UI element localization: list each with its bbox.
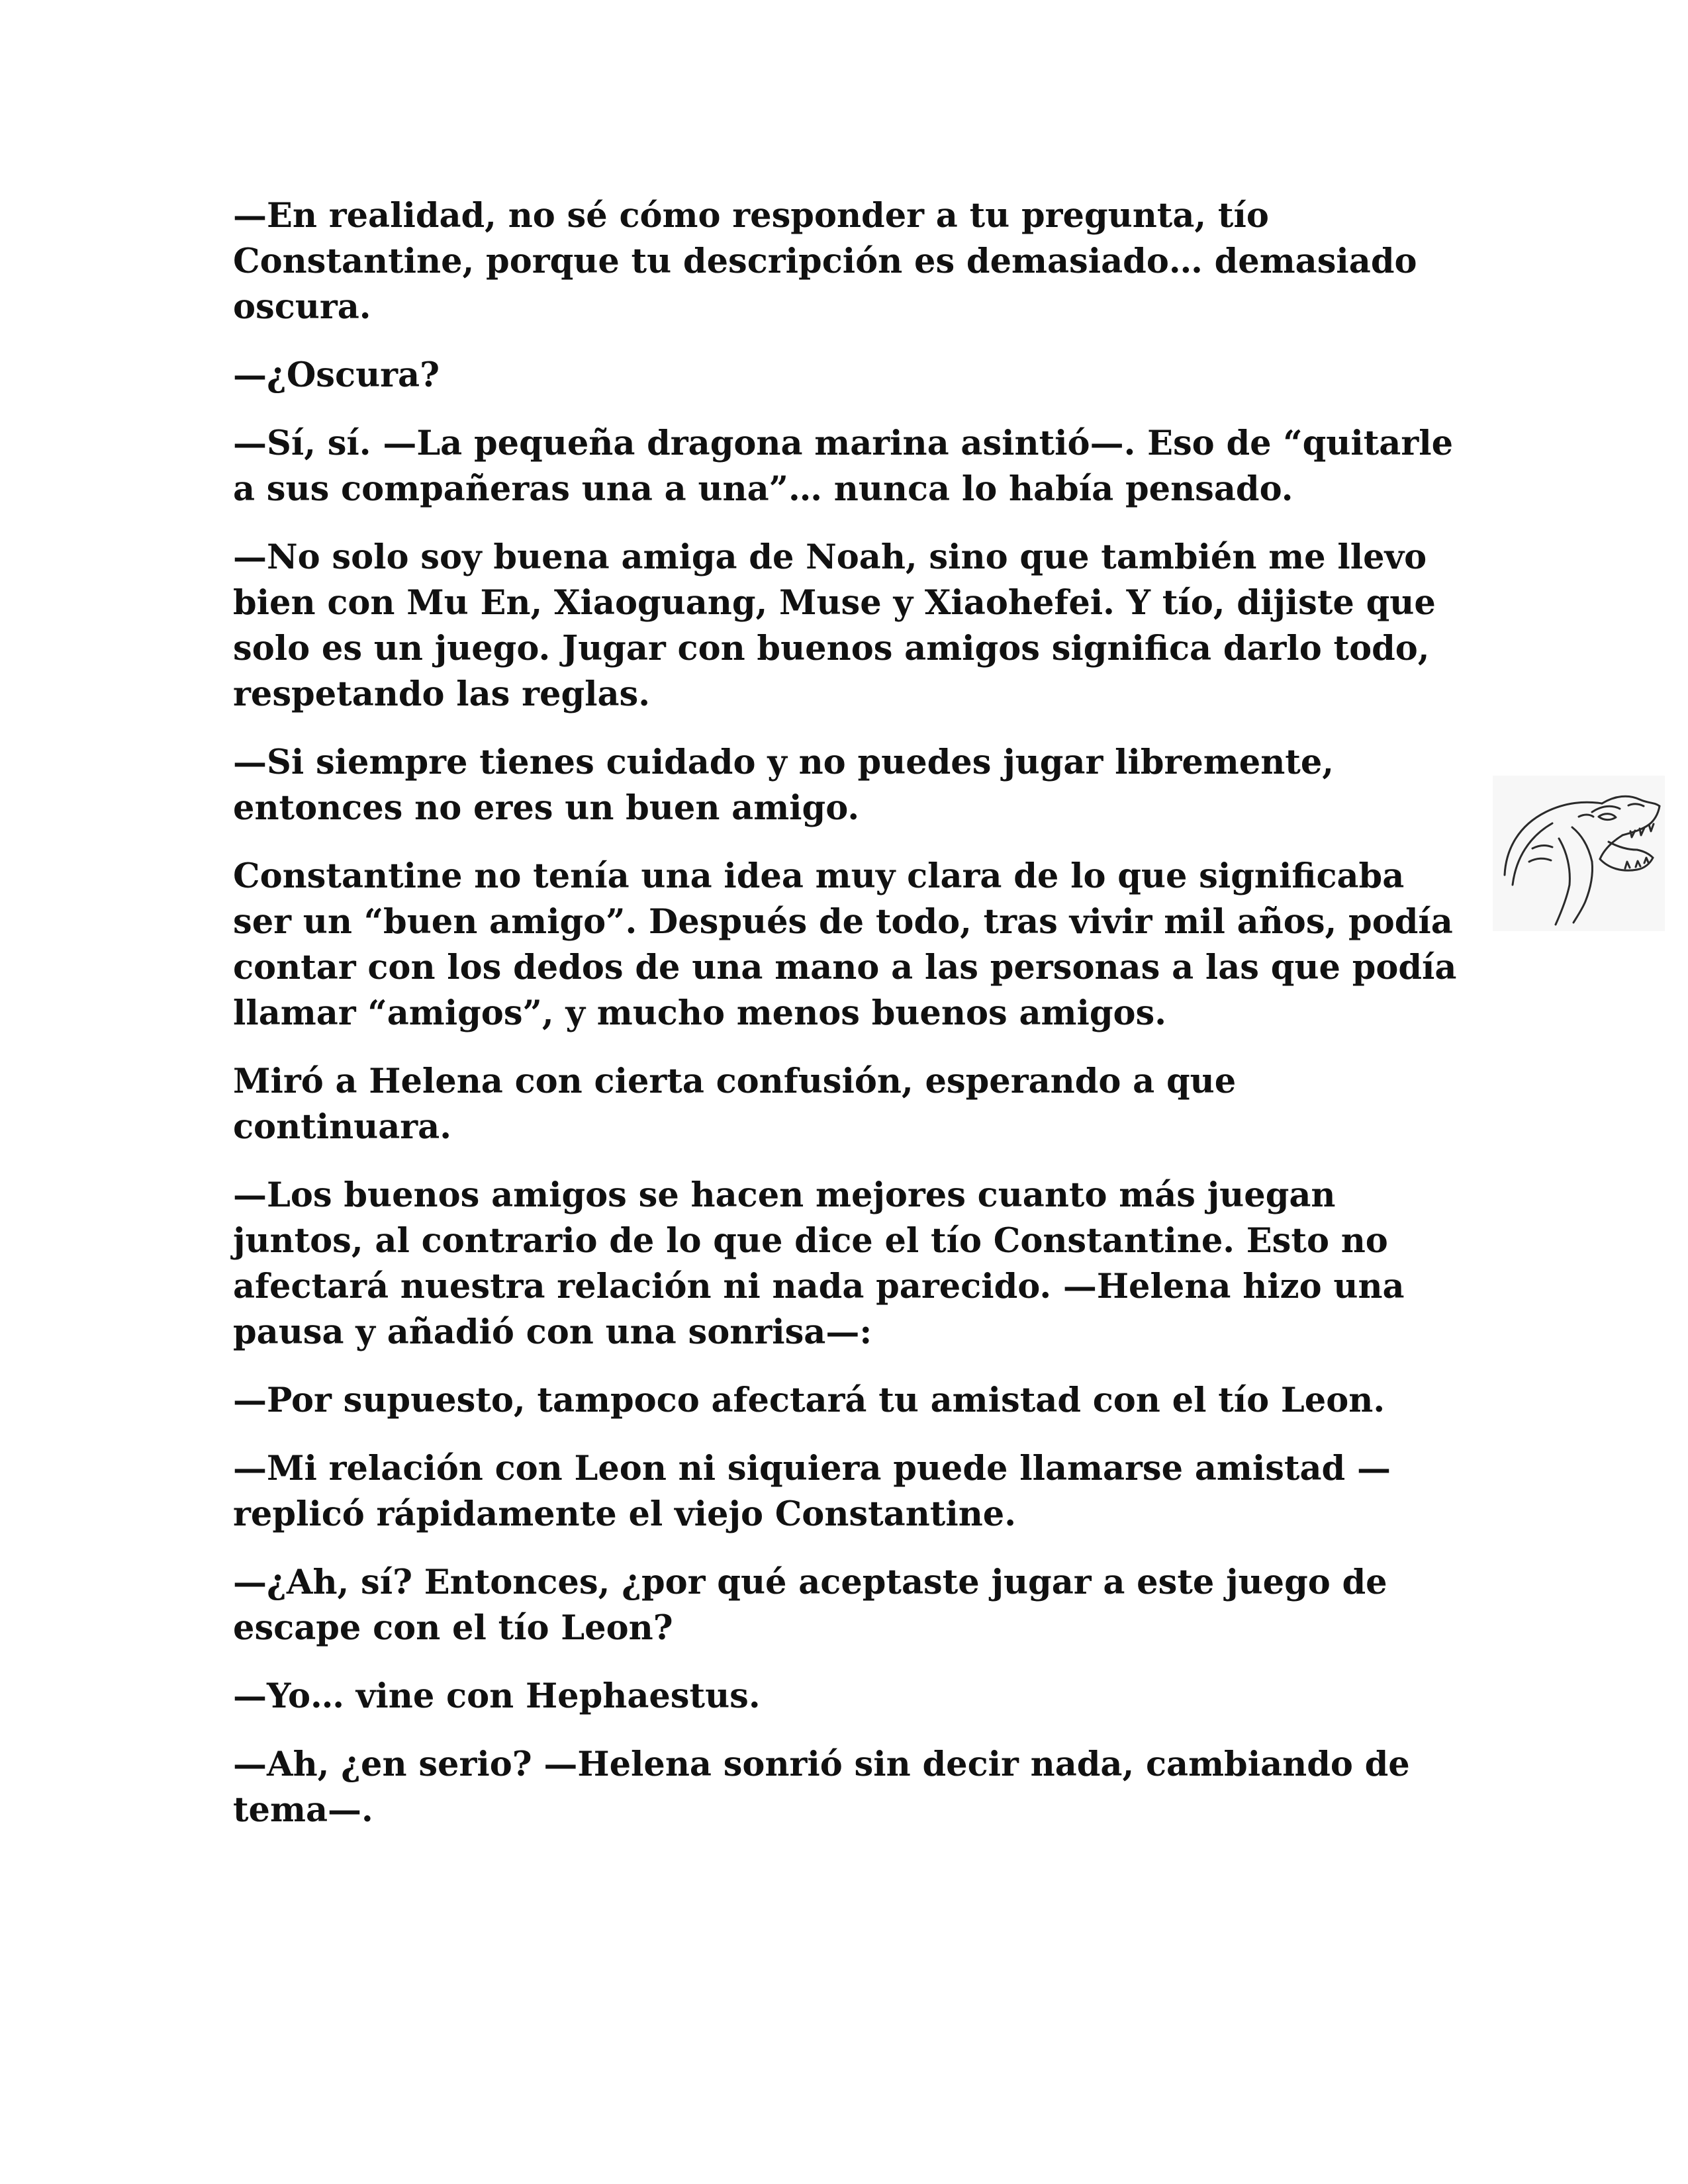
paragraph: —Mi relación con Leon ni siquiera puede llamarse amistad —replicó rápidamente el viejo Constantine. [233,1449,1391,1534]
body-text [233,193,1458,1856]
paragraph: —Ah, ¿en serio? —Helena sonrió sin decir nada, cambiando de tema—. [233,1745,1410,1830]
paragraph: —En realidad, no sé cómo responder a tu pregunta, tío Constantine, porque tu descripción es demasiado… demasiado oscura. [233,196,1417,327]
dinosaur-head-sketch-icon [1493,776,1665,931]
paragraph: —Sí, sí. —La pequeña dragona marina asintió—. Eso de “quitarle a sus compañeras una a una”… nunca lo había pensado. [233,424,1454,509]
paragraph: —¿Oscura? [233,355,440,395]
paragraph: Miró a Helena con cierta confusión, esperando a que continuara. [233,1062,1237,1147]
paragraph: —¿Ah, sí? Entonces, ¿por qué aceptaste jugar a este juego de escape con el tío Leon? [233,1563,1387,1648]
paragraph: —Si siempre tienes cuidado y no puedes jugar libremente, entonces no eres un buen amigo. [233,743,1335,828]
paragraph: —Por supuesto, tampoco afectará tu amistad con el tío Leon. [233,1381,1385,1420]
paragraph: —Yo… vine con Hephaestus. [233,1676,761,1716]
paragraph: Constantine no tenía una idea muy clara de lo que significaba ser un “buen amigo”. Después de todo, tras vivir mil años, podía contar con los dedos de una mano a las personas a las que podía llamar “amigos”, y mucho menos buenos amigos. [233,856,1457,1033]
paragraph: —No solo soy buena amiga de Noah, sino que también me llevo bien con Mu En, Xiaoguang, Muse y Xiaohefei. Y tío, dijiste que solo es un juego. Jugar con buenos amigos significa darlo todo, respetando las reglas. [233,537,1436,714]
paragraph: —Los buenos amigos se hacen mejores cuanto más juegan juntos, al contrario de lo que dice el tío Constantine. Esto no afectará nuestra relación ni nada parecido. —Helena hizo una pausa y añadió con una sonrisa—: [233,1175,1405,1352]
